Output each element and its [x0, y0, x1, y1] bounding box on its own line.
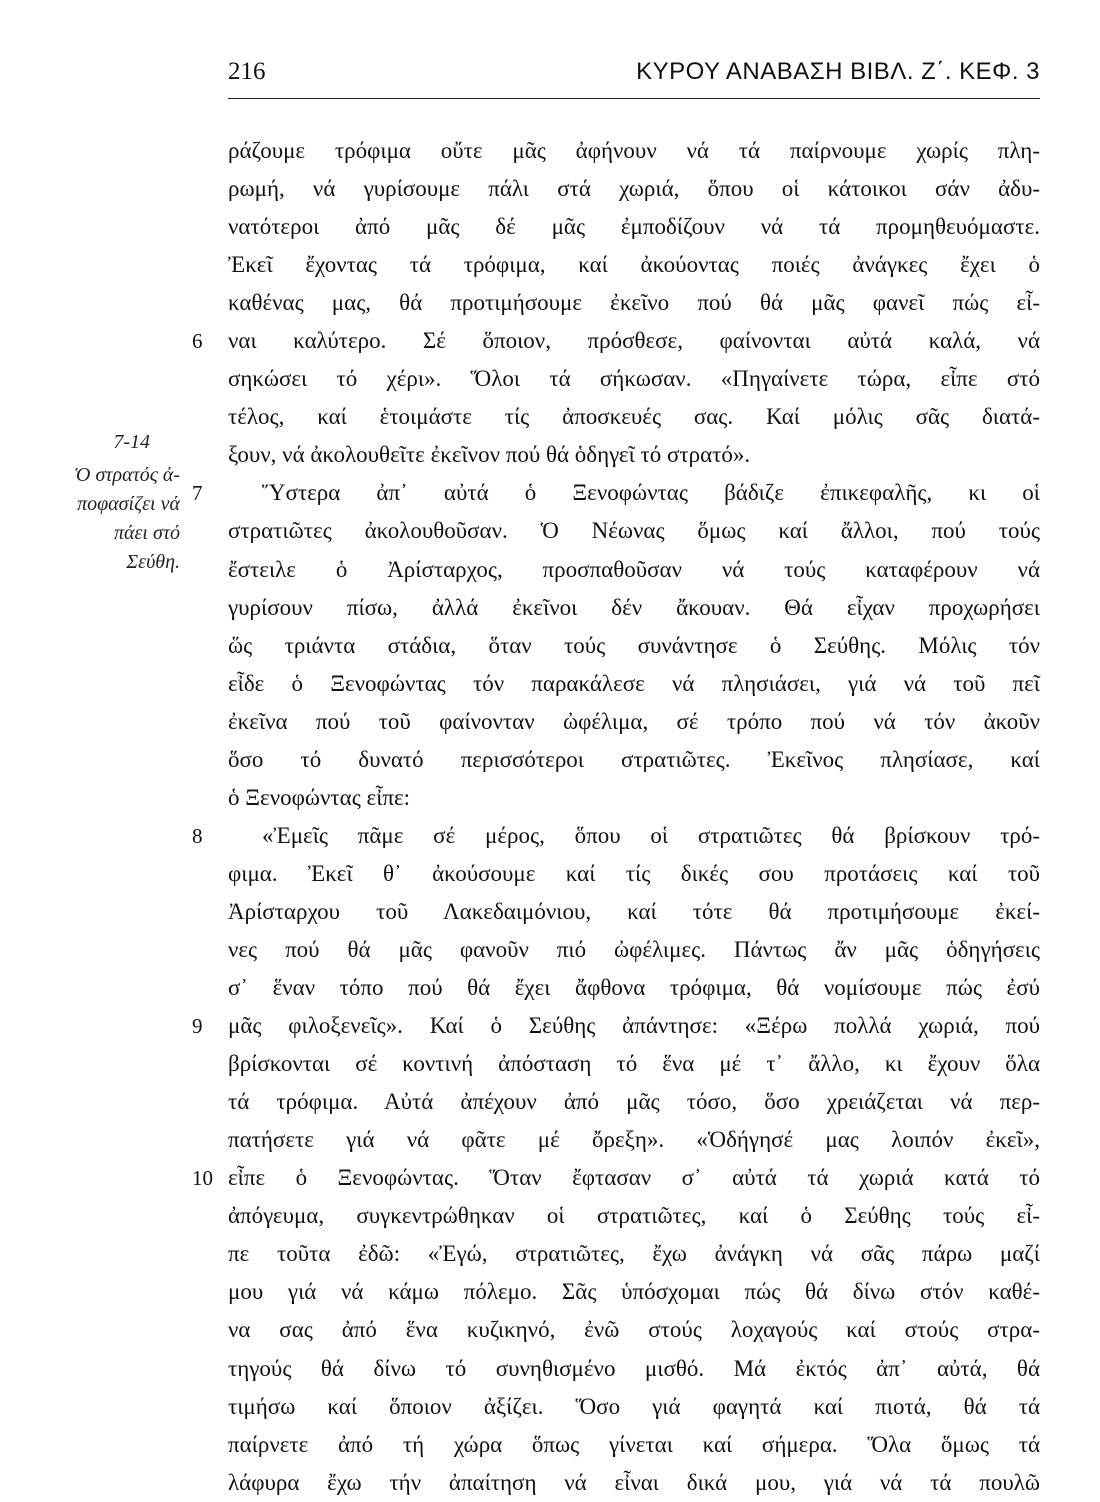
text-line: 8 «Ἐμεῖς πᾶμε σέ μέρος, ὅπου οἱ στρατιῶτες θά βρίσκουν τρό-: [228, 817, 1040, 855]
text-line: ὁ Ξενοφώντας εἶπε:: [228, 784, 411, 810]
margin-summary-line: Ὁ στρατός ἀ-: [74, 464, 180, 486]
text-line: ἔστειλε ὁ Ἀρίσταρχος, προσπαθοῦσαν νά τούς καταφέρουν νά: [228, 556, 1040, 582]
text-line: Ἀρίσταρχου τοῦ Λακεδαιμόνιου, καί τότε θά προτιμήσουμε ἐκεί-: [228, 898, 1040, 924]
page-header: [228, 58, 1040, 94]
section-number: 7: [192, 481, 203, 506]
text-line: φιμα. Ἐκεῖ θ᾽ ἀκούσουμε καί τίς δικές σου προτάσεις καί τοῦ: [228, 860, 1040, 886]
text-line: πατήσετε γιά νά φᾶτε μέ ὄρεξη». «Ὁδήγησέ μας λοιπόν ἐκεῖ»,: [228, 1127, 1040, 1153]
text-line: βρίσκονται σέ κοντινή ἀπόσταση τό ἕνα μέ τ᾽ ἄλλο, κι ἔχουν ὅλα: [228, 1051, 1040, 1077]
text-line: 6 ναι καλύτερο. Σέ ὅποιον, πρόσθεσε, φαίνονται αὐτά καλά, νά: [228, 322, 1040, 360]
section-number: 10: [192, 1166, 213, 1191]
text-line: νες πού θά μᾶς φανοῦν πιό ὠφέλιμες. Πάντως ἄν μᾶς ὁδηγήσεις: [228, 936, 1040, 962]
text-line: να σας ἀπό ἕνα κυζικηνό, ἐνῶ στούς λοχαγούς καί στούς στρα-: [228, 1317, 1040, 1343]
margin-summary-line: Σεύθη.: [126, 551, 180, 573]
running-head: ΚΥΡΟΥ ΑΝΑΒΑΣΗ ΒΙΒΛ. Ζ΄. ΚΕΦ. 3: [636, 58, 1040, 85]
text-line: καθένας μας, θά προτιμήσουμε ἐκεῖνο πού θά μᾶς φανεῖ πώς εἶ-: [228, 290, 1040, 316]
text-line: μου γιά νά κάμω πόλεμο. Σᾶς ὑπόσχομαι πώς θά δίνω στόν καθέ-: [228, 1279, 1040, 1305]
margin-section-range: 7-14: [113, 431, 150, 453]
text-line: ὥς τριάντα στάδια, ὅταν τούς συνάντησε ὁ Σεύθης. Μόλις τόν: [228, 632, 1040, 658]
text-line: ράζουμε τρόφιμα οὔτε μᾶς ἀφήνουν νά τά παίρνουμε χωρίς πλη-: [228, 138, 1040, 163]
text-line: εἶδε ὁ Ξενοφώντας τόν παρακάλεσε νά πλησιάσει, γιά νά τοῦ πεῖ: [228, 670, 1040, 696]
text-line: ἐκεῖνα πού τοῦ φαίνονταν ὠφέλιμα, σέ τρόπο πού νά τόν ἀκοῦν: [228, 708, 1040, 734]
text-line: σ᾽ ἕναν τόπο πού θά ἔχει ἄφθονα τρόφιμα, θά νομίσουμε πώς ἐσύ: [228, 975, 1040, 1001]
text-line: γυρίσουν πίσω, ἀλλά ἐκεῖνοι δέν ἄκουαν. Θά εἶχαν προχωρήσει: [228, 594, 1040, 620]
text-line: 7 Ὕστερα ἀπ᾽ αὐτά ὁ Ξενοφώντας βάδιζε ἐπικεφαλῆς, κι οἱ: [228, 474, 1040, 512]
text-line: στρατιῶτες ἀκολουθοῦσαν. Ὁ Νέωνας ὅμως καί ἄλλοι, πού τούς: [228, 518, 1040, 544]
text-line: παίρνετε ἀπό τή χώρα ὅπως γίνεται καί σήμερα. Ὅλα ὅμως τά: [228, 1431, 1040, 1457]
text-line: τέλος, καί ἑτοιμάστε τίς ἀποσκευές σας. Καί μόλις σᾶς διατά-: [228, 404, 1040, 430]
margin-summary-line: ποφασίζει νά: [77, 493, 180, 515]
page-number: 216: [228, 58, 266, 85]
text-line: τηγούς θά δίνω τό συνηθισμένο μισθό. Μά ἐκτός ἀπ᾽ αὐτά, θά: [228, 1355, 1040, 1381]
section-number: 9: [192, 1014, 203, 1039]
text-line: 9 μᾶς φιλοξενεῖς». Καί ὁ Σεύθης ἀπάντησε: «Ξέρω πολλά χωριά, πού: [228, 1007, 1040, 1045]
header-rule: [228, 98, 1040, 99]
margin-summary-line: πάει στό: [114, 522, 180, 544]
section-number: 6: [192, 329, 203, 354]
body-text: [192, 132, 1040, 1502]
text-line: λάφυρα ἔχω τήν ἀπαίτηση νά εἶναι δικά μου, γιά νά τά πουλῶ: [228, 1469, 1040, 1495]
text-line: ξουν, νά ἀκολουθεῖτε ἐκεῖνον πού θά ὁδηγεῖ τό στρατό».: [228, 442, 751, 468]
text-line: ὅσο τό δυνατό περισσότεροι στρατιῶτες. Ἐκεῖνος πλησίασε, καί: [228, 746, 1040, 772]
text-line: ρωμή, νά γυρίσουμε πάλι στά χωριά, ὅπου οἱ κάτοικοι σάν ἀδυ-: [228, 176, 1040, 202]
text-line: τά τρόφιμα. Αὐτά ἀπέχουν ἀπό μᾶς τόσο, ὅσο χρειάζεται νά περ-: [228, 1089, 1040, 1115]
text-line: ἀπόγευμα, συγκεντρώθηκαν οἱ στρατιῶτες, καί ὁ Σεύθης τούς εἶ-: [228, 1203, 1040, 1229]
text-line: Ἐκεῖ ἔχοντας τά τρόφιμα, καί ἀκούοντας ποιές ἀνάγκες ἔχει ὁ: [228, 252, 1040, 278]
text-line: 10 εἶπε ὁ Ξενοφώντας. Ὅταν ἔφτασαν σ᾽ αὐτά τά χωριά κατά τό: [228, 1159, 1040, 1197]
text-line: νατότεροι ἀπό μᾶς δέ μᾶς ἐμποδίζουν νά τά προμηθευόμαστε.: [228, 214, 1040, 240]
section-number: 8: [192, 823, 203, 848]
text-line: σηκώσει τό χέρι». Ὅλοι τά σήκωσαν. «Πηγαίνετε τώρα, εἶπε στό: [228, 366, 1040, 392]
margin-summary: [40, 428, 180, 577]
text-line: τιμήσω καί ὅποιον ἀξίζει. Ὅσο γιά φαγητά καί πιοτά, θά τά: [228, 1393, 1040, 1419]
text-line: πε τοῦτα ἐδῶ: «Ἐγώ, στρατιῶτες, ἔχω ἀνάγκη νά σᾶς πάρω μαζί: [228, 1241, 1040, 1267]
